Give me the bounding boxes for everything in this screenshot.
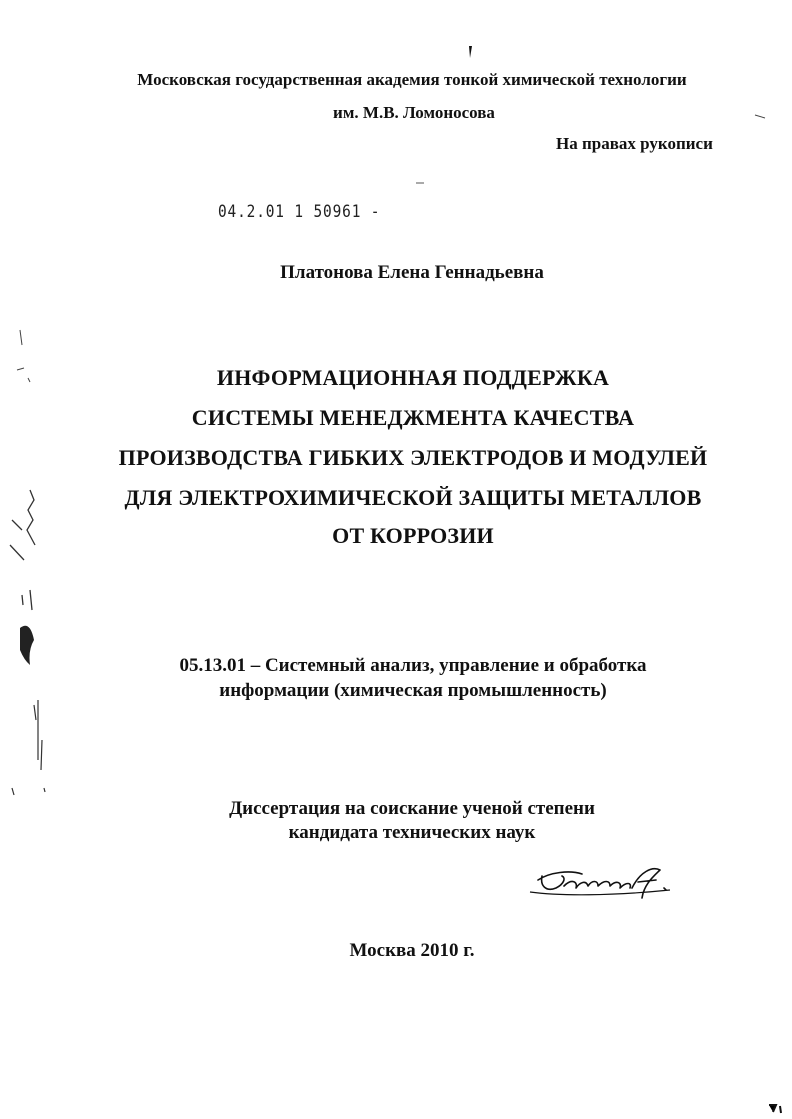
institution-line-2: им. М.В. Ломоносова <box>333 103 495 122</box>
specialty-line-2: информации (химическая промышленность) <box>219 680 607 701</box>
handwritten-signature-icon <box>520 852 690 902</box>
author-name: Платонова Елена Геннадьевна <box>280 262 544 283</box>
institution-line-1: Московская государственная академия тонкой химической технологии <box>137 70 687 89</box>
registry-number-stamp: 04.2.01 1 50961 - <box>218 202 381 222</box>
degree-line-1: Диссертация на соискание ученой степени <box>229 798 595 819</box>
title-line-1: ИНФОРМАЦИОННАЯ ПОДДЕРЖКА <box>216 365 610 390</box>
title-line-5: ОТ КОРРОЗИИ <box>332 523 494 548</box>
degree-line-2: кандидата технических наук <box>288 822 536 843</box>
margin-marks-3 <box>12 700 45 795</box>
speck-corner <box>769 1105 781 1113</box>
manuscript-note: На правах рукописи <box>556 134 713 153</box>
title-line-4: ДЛЯ ЭЛЕКТРОХИМИЧЕСКОЙ ЗАЩИТЫ МЕТАЛЛОВ <box>124 485 702 510</box>
speck-top <box>469 46 472 58</box>
title-line-2: СИСТЕМЫ МЕНЕДЖМЕНТА КАЧЕСТВА <box>191 405 635 430</box>
specialty-line-1: 05.13.01 – Системный анализ, управление и обработка <box>179 655 647 676</box>
title-line-3: ПРОИЗВОДСТВА ГИБКИХ ЭЛЕКТРОДОВ И МОДУЛЕЙ <box>118 445 708 470</box>
city-year: Москва 2010 г. <box>349 940 475 961</box>
